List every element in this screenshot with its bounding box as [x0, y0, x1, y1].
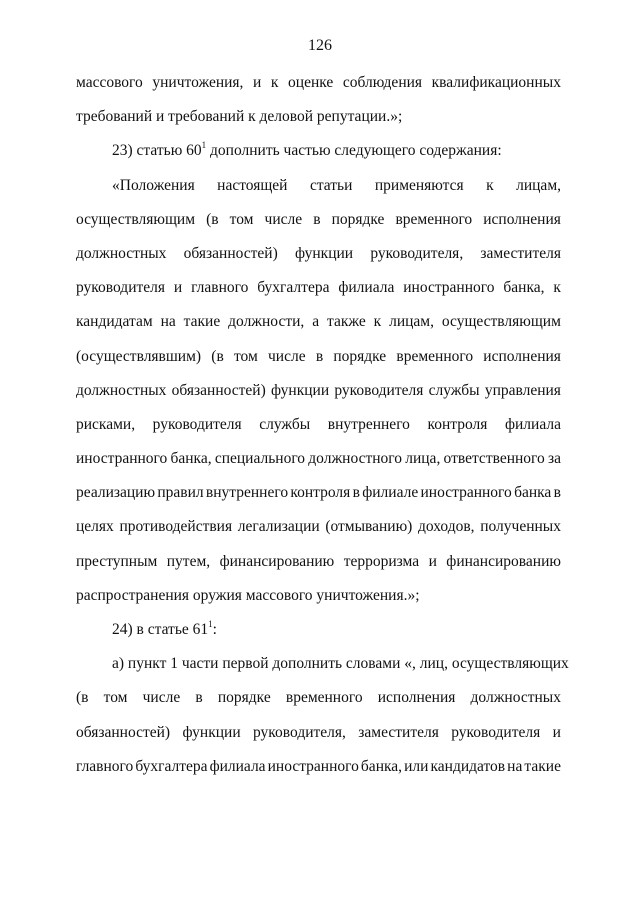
word: главного [191, 279, 249, 297]
word: массового [76, 74, 143, 91]
word: специального [214, 450, 306, 468]
word: обязанностей) [183, 244, 278, 262]
word: и [173, 279, 183, 297]
text-line [76, 510, 561, 544]
word: заместителя [358, 723, 439, 741]
word: ответственного [443, 450, 545, 468]
word: также [326, 313, 366, 331]
word: и [253, 74, 262, 91]
word: лицам, [516, 176, 561, 194]
word: внутреннего [205, 484, 289, 502]
text-line: распространения оружия массового уничтожения.»; [76, 586, 420, 604]
text-line [76, 66, 561, 100]
word: главного [76, 757, 134, 775]
word: легализации [237, 518, 320, 536]
word: том [229, 210, 254, 228]
word: руководителя, [370, 244, 464, 262]
word: банка, [360, 757, 403, 775]
text-line [76, 716, 561, 750]
word: должностного [308, 450, 403, 468]
text-line-subitem-a: а) пункт 1 части первой дополнить словами «, лиц, осуществляющих [112, 655, 569, 673]
text-line [76, 442, 561, 476]
text-line [76, 237, 561, 271]
text-line [76, 271, 561, 305]
text-line [76, 750, 561, 784]
word: преступным [76, 552, 158, 570]
word: в [195, 689, 203, 707]
superscript: 1 [208, 618, 213, 629]
word: бухгалтера [135, 757, 208, 775]
word: осуществляющим [76, 210, 196, 228]
word: руководителя [76, 279, 166, 297]
word: путем, [166, 552, 211, 570]
word: оценке [288, 74, 334, 91]
document-body [76, 66, 569, 784]
word: «Положения [112, 176, 195, 194]
text-line [76, 203, 561, 237]
word: полученных [480, 518, 561, 536]
word: в [315, 347, 324, 365]
word: правил [157, 484, 204, 502]
word: числе [268, 347, 306, 365]
item-text: 23) статью 60 [112, 142, 202, 160]
word: числе [264, 210, 303, 228]
word: заместителя [480, 244, 561, 262]
word: в [352, 484, 360, 502]
word: том [103, 689, 128, 707]
word: службы [259, 415, 311, 433]
superscript: 1 [201, 140, 207, 151]
word: временного [395, 210, 473, 228]
word: обязанностей) [171, 381, 266, 399]
item-text: 24) в статье 61 [112, 621, 209, 638]
word: порядке [217, 689, 271, 707]
word: должностных [470, 689, 561, 707]
text-line-item-24 [76, 613, 561, 647]
text-line [76, 545, 561, 579]
word: к [270, 74, 279, 91]
word: к [553, 279, 561, 297]
word: внутреннего [327, 415, 410, 433]
word: в [553, 484, 561, 502]
word: должностных [76, 244, 167, 262]
word: функции [182, 723, 241, 741]
text-line [76, 305, 561, 339]
item-text: дополнить частью следующего содержания: [206, 142, 502, 160]
word: на [507, 757, 523, 775]
word: (осуществлявшим) [76, 347, 202, 365]
text-line [76, 476, 561, 510]
word: должности, [228, 313, 305, 331]
text-line-item-23 [76, 134, 561, 168]
word: такие [524, 757, 561, 775]
word: а [312, 313, 320, 331]
word: иностранного [76, 450, 168, 468]
word: статьи [309, 176, 353, 194]
word: к [373, 313, 382, 331]
word: (в [211, 347, 224, 365]
word: порядке [331, 210, 385, 228]
word: управления [484, 381, 561, 399]
word: числе [142, 689, 181, 707]
word: финансированию [446, 552, 561, 570]
word: осуществляющим [441, 313, 561, 331]
word: к [486, 176, 494, 194]
text-line [76, 408, 561, 442]
text-line: требований и требований к деловой репутации.»; [76, 108, 403, 126]
word: иностранного [403, 279, 495, 297]
word: исполнения [377, 689, 456, 707]
word: контроля [290, 484, 351, 502]
word: службы [428, 381, 480, 399]
word: бухгалтера [257, 279, 330, 297]
word: терроризма [343, 552, 420, 570]
word: руководителя [152, 415, 242, 433]
word: за [547, 450, 561, 468]
word: филиала [209, 757, 266, 775]
word: банка, [503, 279, 545, 297]
word: в [313, 210, 321, 228]
word: такие [183, 313, 221, 331]
word: (в [206, 210, 219, 228]
word: реализацию [76, 484, 156, 502]
word: (отмыванию) [325, 518, 413, 536]
word: порядке [333, 347, 387, 365]
word: банка, [170, 450, 212, 468]
word: на [160, 313, 176, 331]
word: функции [271, 381, 330, 399]
word: банка [514, 484, 552, 502]
word: кандидатам [76, 313, 153, 331]
word: или [404, 757, 429, 775]
word: кандидатов [430, 757, 506, 775]
word: доходов, [418, 518, 475, 536]
word: временного [285, 689, 363, 707]
word: противодействия [119, 518, 233, 536]
text-line [76, 340, 561, 374]
word: филиала [338, 279, 395, 297]
word: филиале [362, 484, 419, 502]
page-number: 126 [308, 37, 332, 54]
word: филиала [504, 415, 561, 433]
word: исполнения [483, 210, 561, 228]
word: том [233, 347, 258, 365]
text-line [76, 169, 561, 203]
word: финансированию [219, 552, 335, 570]
word: квалификационных [431, 74, 561, 91]
word: иностранного [420, 484, 512, 502]
word: и [428, 552, 437, 570]
item-text: : [212, 621, 217, 638]
word: настоящей [217, 176, 288, 194]
word: уничтожения, [152, 74, 244, 91]
text-line [76, 681, 561, 715]
word: соблюдения [342, 74, 423, 91]
word: обязанностей) [76, 723, 171, 741]
word: целях [76, 518, 114, 536]
word: должностных [76, 381, 167, 399]
word: временного [396, 347, 474, 365]
word: (в [76, 689, 89, 707]
word: рисками, [76, 415, 136, 433]
word: руководителя [451, 723, 541, 741]
word: и [552, 723, 561, 741]
word: лица, [405, 450, 441, 468]
text-line [76, 374, 561, 408]
word: лицам, [389, 313, 434, 331]
word: иностранного [267, 757, 359, 775]
word: функции [294, 244, 354, 262]
word: исполнения [483, 347, 561, 365]
word: контроля [427, 415, 488, 433]
word: руководителя [334, 381, 424, 399]
word: применяются [374, 176, 464, 194]
word: руководителя, [253, 723, 346, 741]
